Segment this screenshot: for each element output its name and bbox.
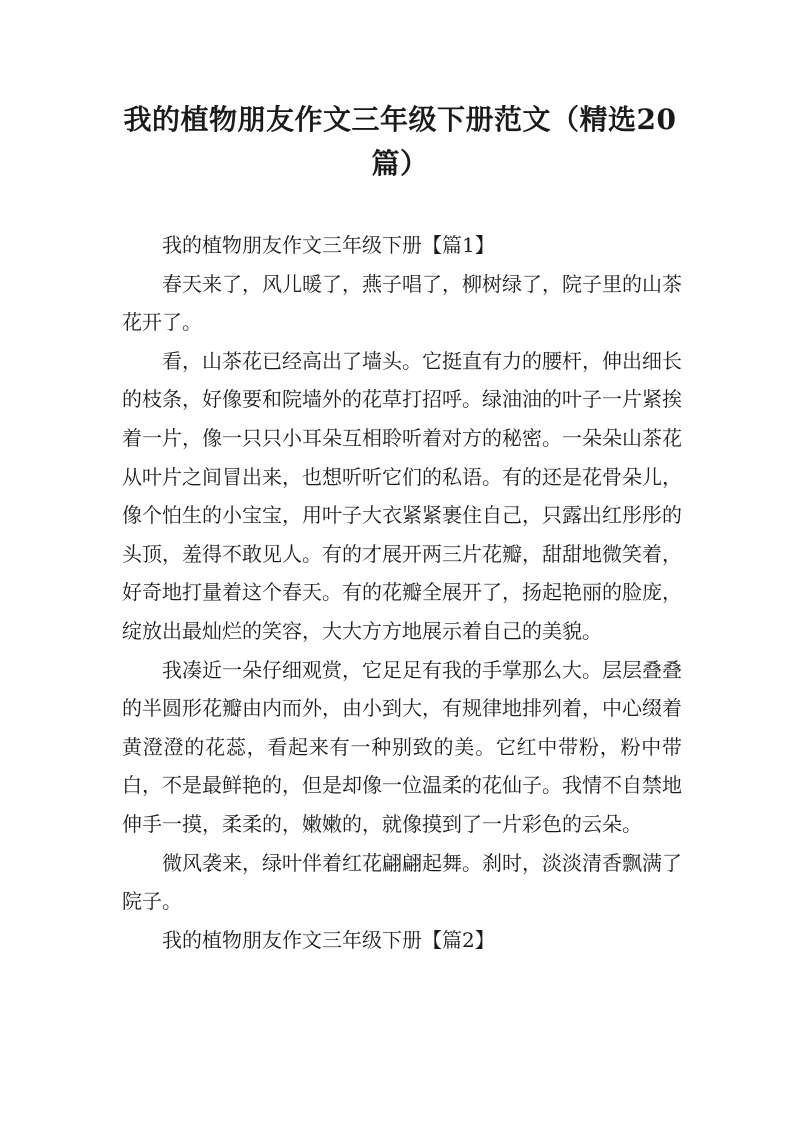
document-title: 我的植物朋友作文三年级下册范文（精选20篇） (123, 103, 677, 180)
document-body (122, 226, 682, 959)
section-heading-1: 我的植物朋友作文三年级下册【篇1】 (162, 233, 495, 257)
paragraph: 我凑近一朵仔细观赏，它足足有我的手掌那么大。层层叠叠的半圆形花瓣由内而外，由小到大，有规律地排列着，中心缀着黄澄澄的花蕊，看起来有一种别致的美。它红中带粉，粉中带白，不是最鲜艳的，但是却像一位温柔的花仙子。我情不自禁地伸手一摸，柔柔的，嫩嫩的，就像摸到了一片彩色的云朵。 (122, 657, 682, 836)
paragraph: 春天来了，风儿暖了，燕子唱了，柳树绿了，院子里的山茶花开了。 (122, 271, 682, 335)
paragraph: 微风袭来，绿叶伴着红花翩翩起舞。刹时，淡淡清香飘满了院子。 (122, 850, 682, 914)
paragraph: 看，山茶花已经高出了墙头。它挺直有力的腰杆，伸出细长的枝条，好像要和院墙外的花草打招呼。绿油油的叶子一片紧挨着一片，像一只只小耳朵互相聆听着对方的秘密。一朵朵山茶花从叶片之间冒出来，也想听听它们的私语。有的还是花骨朵儿，像个怕生的小宝宝，用叶子大衣紧紧裹住自己，只露出红彤彤的头顶，羞得不敢见人。有的才展开两三片花瓣，甜甜地微笑着，好奇地打量着这个春天。有的花瓣全展开了，扬起艳丽的脸庞，绽放出最灿烂的笑容，大大方方地展示着自己的美貌。 (122, 348, 682, 643)
section-heading-2: 我的植物朋友作文三年级下册【篇2】 (162, 927, 495, 952)
